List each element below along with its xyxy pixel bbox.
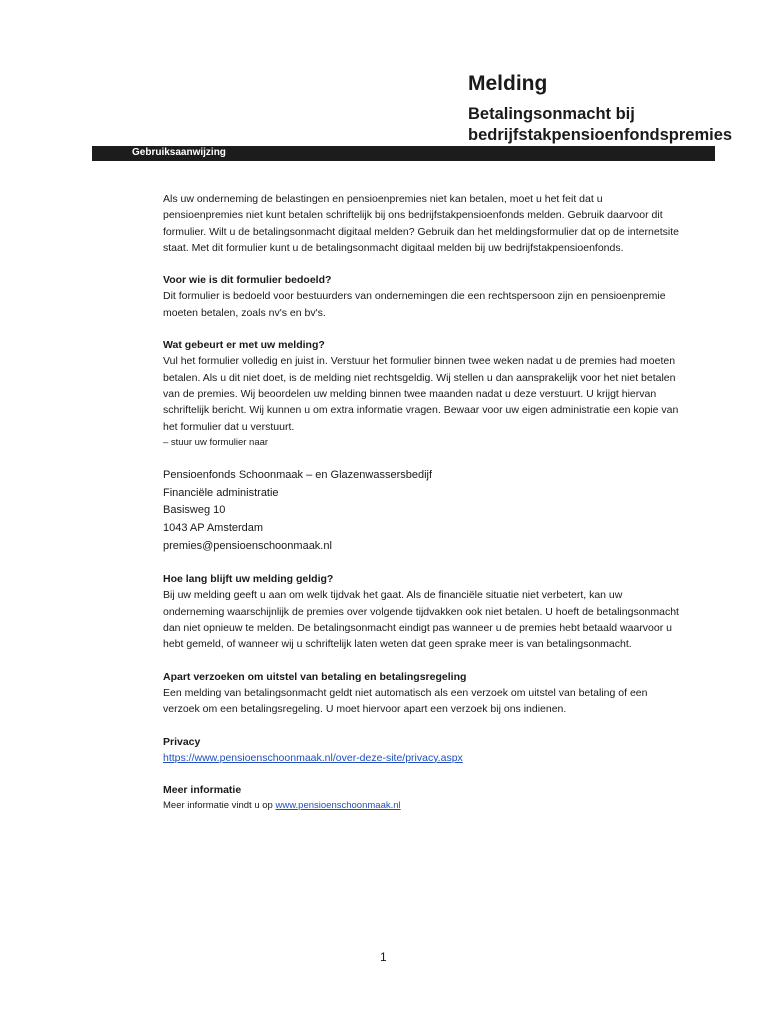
address-line-4: 1043 AP Amsterdam — [163, 521, 264, 534]
document-body — [163, 191, 683, 815]
privacy-link[interactable]: https://www.pensioenschoonmaak.nl/over-deze-site/privacy.aspx — [163, 751, 463, 764]
heading-meer-informatie: Meer informatie — [163, 784, 242, 797]
page-title: Melding — [468, 72, 548, 95]
meer-informatie-text: Meer informatie vindt u op — [163, 800, 276, 812]
heading-wat-gebeurt: Wat gebeurt er met uw melding? — [163, 339, 325, 352]
paragraph-uitstel: Een melding van betalingsonmacht geldt niet automatisch als een verzoek om uitstel van betaling of een verzoek om een betalingsregeling. U moet hiervoor apart een verzoek bij ons indienen. — [163, 686, 648, 716]
address-line-1: Pensioenfonds Schoonmaak – en Glazenwassersbedijf — [163, 469, 433, 482]
address-email: premies@pensioenschoonmaak.nl — [163, 539, 332, 552]
website-link[interactable]: www.pensioenschoonmaak.nl — [275, 800, 401, 812]
intro-paragraph: Als uw onderneming de belastingen en pensioenpremies niet kan betalen, moet u het feit dat u pensioenpremies niet kunt betalen schriftelijk bij ons bedrijfstakpensioenfonds melden. Gebruik daarvoor dit formulier. Wilt u de betalingsonmacht digitaal melden? Gebruik dan het meldingsformulier dat op de internetsite staat. Met dit formulier kunt u de betalingsonmacht digitaal melden bij uw bedrijfstakpensioenfonds. — [163, 193, 679, 254]
paragraph-voor-wie: Dit formulier is bedoeld voor bestuurders van ondernemingen die een rechtspersoon zijn en pensioenpremie moeten betalen, zoals nv's en bv's. — [163, 290, 666, 319]
heading-geldig: Hoe lang blijft uw melding geldig? — [163, 573, 334, 586]
section-bar — [92, 146, 715, 161]
page-number: 1 — [380, 950, 387, 964]
section-bar-label: Gebruiksaanwijzing — [132, 147, 226, 158]
heading-privacy: Privacy — [163, 735, 201, 748]
heading-voor-wie: Voor wie is dit formulier bedoeld? — [163, 274, 332, 287]
address-line-2: Financiële administratie — [163, 486, 279, 499]
paragraph-geldig: Bij uw melding geeft u aan om welk tijdvak het gaat. Als de financiële situatie niet verbetert, kan uw onderneming waarschijnlijk de premies over volgende tijdvakken ook niet betalen. U hoeft de betalingsonmacht dan niet opnieuw te melden. De betalingsonmacht eindigt pas wanneer u de premies hebt betaald waarvoor u hebt gemeld, of wanneer wij u schriftelijk laten weten dat geen sprake meer is van betalingsonmacht. — [163, 589, 679, 651]
address-line-3: Basisweg 10 — [163, 504, 226, 517]
paragraph-wat-gebeurt: Vul het formulier volledig en juist in. Verstuur het formulier binnen twee weken nadat u de premies had moeten betalen. Als u dit niet doet, is de melding niet rechtsgeldig. Wij stellen u dan aansprakelijk voor het niet betalen van de premies. Wij beoordelen uw melding binnen twee maanden nadat u deze verstuurt. U krijgt hiervan schriftelijk bericht. Wij kunnen u om extra informatie vragen. Bewaar voor uw eigen administratie een kopie van het formulier dat u verstuurt. — [163, 355, 679, 433]
page-subtitle: Betalingsonmacht bij bedrijfstakpensioenfondspremies — [468, 105, 733, 144]
heading-uitstel: Apart verzoeken om uitstel van betaling en betalingsregeling — [163, 670, 467, 683]
send-to-line: – stuur uw formulier naar — [163, 436, 269, 448]
address-block — [163, 467, 683, 555]
